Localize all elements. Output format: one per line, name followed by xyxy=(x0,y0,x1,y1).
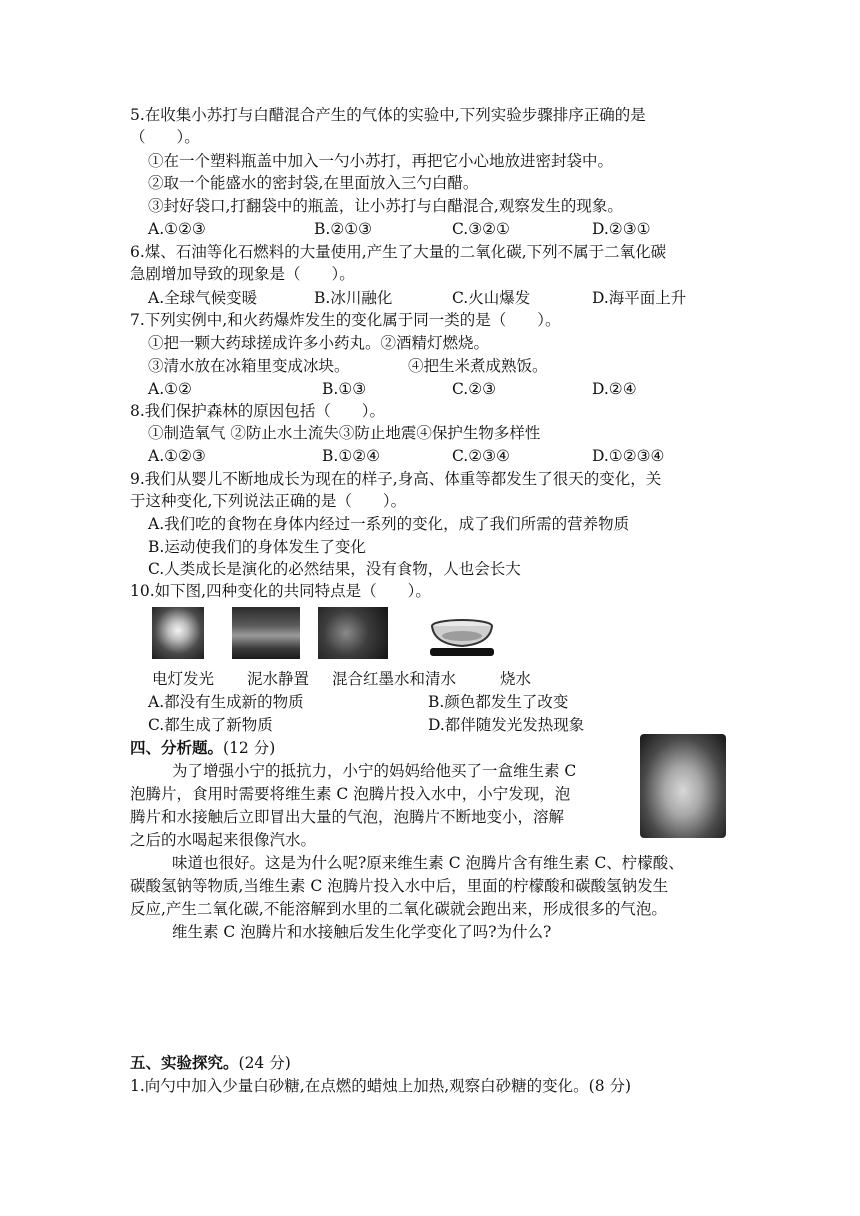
section-4-para1-line-3: 腾片和水接触后立即冒出大量的气泡，泡腾片不断地变小，溶解 xyxy=(130,808,565,826)
q7-items-line-1: ①把一颗大药球搓成许多小药丸。②酒精灯燃烧。 xyxy=(148,334,490,352)
q7-item-4: ④把生米煮成熟饭。 xyxy=(408,357,548,375)
q5-stem-line-2: （ ）。 xyxy=(130,128,200,146)
lamp-glowing-photo xyxy=(152,607,204,659)
q9-option-b: B.运动使我们的身体发生了变化 xyxy=(148,538,366,556)
section-5-heading-line xyxy=(130,1052,291,1074)
q10-stem: 10.如下图,四种变化的共同特点是（ ）。 xyxy=(130,582,431,600)
kettle-drawing xyxy=(420,610,504,660)
q9-option-a: A.我们吃的食物在身体内经过一系列的变化，成了我们所需的营养物质 xyxy=(148,515,630,533)
q5-stem-line-1: 5.在收集小苏打与白醋混合产生的气体的实验中,下列实验步骤排序正确的是 xyxy=(130,106,646,124)
q5-option-b: B.②①③ xyxy=(314,220,373,238)
section-4-para1-line-2: 泡腾片，食用时需要将维生素 C 泡腾片投入水中，小宁发现，泡 xyxy=(130,785,571,803)
q9-option-c: C.人类成长是演化的必然结果，没有食物，人也会长大 xyxy=(148,560,521,578)
q5-step-1: ①在一个塑料瓶盖中加入一勺小苏打，再把它小心地放进密封袋中。 xyxy=(148,152,614,170)
red-ink-mixing-photo xyxy=(318,607,388,659)
section-4-heading: 四、分析题。 xyxy=(130,738,224,757)
q7-option-c: C.②③ xyxy=(452,380,497,398)
q8-option-a: A.①②③ xyxy=(148,447,206,465)
section-4-question: 维生素 C 泡腾片和水接触后发生化学变化了吗?为什么? xyxy=(172,923,552,941)
q10-option-b: B.颜色都发生了改变 xyxy=(428,693,569,711)
q5-option-c: C.③②① xyxy=(452,220,510,238)
q7-stem: 7.下列实例中,和火药爆炸发生的变化属于同一类的是（ ）。 xyxy=(130,311,561,329)
section-5-question-1: 1.向勺中加入少量白砂糖,在点燃的蜡烛上加热,观察白砂糖的变化。(8 分) xyxy=(130,1077,632,1095)
boiling-water-photo xyxy=(420,610,504,660)
caption-red-ink: 混合红墨水和清水 xyxy=(332,670,457,688)
q8-option-b: B.①②④ xyxy=(322,447,381,465)
q8-items: ①制造氧气 ②防止水土流失③防止地震④保护生物多样性 xyxy=(148,424,541,442)
q7-option-b: B.①③ xyxy=(322,380,367,398)
q7-option-a: A.①② xyxy=(148,380,192,398)
caption-lamp: 电灯发光 xyxy=(152,670,215,688)
section-4-para2-line-1: 味道也很好。这是为什么呢?原来维生素 C 泡腾片含有维生素 C、柠檬酸、 xyxy=(172,854,684,872)
q6-option-c: C.火山爆发 xyxy=(452,289,531,307)
effervescent-tablet-glass-photo xyxy=(640,734,726,838)
section-4-para1-line-1: 为了增强小宁的抵抗力，小宁的妈妈给他买了一盒维生素 C xyxy=(172,762,577,780)
caption-muddy-water: 泥水静置 xyxy=(247,670,310,688)
q7-item-3: ③清水放在冰箱里变成冰块。 xyxy=(148,357,350,375)
q5-step-2: ②取一个能盛水的密封袋,在里面放入三勺白醋。 xyxy=(148,174,479,192)
section-4-heading-line xyxy=(130,737,275,759)
q10-option-d: D.都伴随发光发热现象 xyxy=(428,716,585,734)
section-4-para2-line-3: 反应,产生二氧化碳,不能溶解到水里的二氧化碳就会跑出来，形成很多的气泡。 xyxy=(130,900,667,918)
q10-option-a: A.都没有生成新的物质 xyxy=(148,693,304,711)
section-5-score: (24 分) xyxy=(238,1054,291,1072)
q9-stem-line-2: 于这种变化,下列说法正确的是（ ）。 xyxy=(130,492,407,510)
section-4-para1-line-4: 之后的水喝起来很像汽水。 xyxy=(130,831,317,849)
muddy-water-settling-photo xyxy=(232,607,300,659)
q6-stem-line-2: 急剧增加导致的现象是（ ）。 xyxy=(130,265,355,283)
q7-option-d: D.②④ xyxy=(592,380,637,398)
q8-option-c: C.②③④ xyxy=(452,447,510,465)
q8-option-d: D.①②③④ xyxy=(592,447,665,465)
q6-option-a: A.全球气候变暖 xyxy=(148,289,258,307)
q5-step-3: ③封好袋口,打翻袋中的瓶盖，让小苏打与白醋混合,观察发生的现象。 xyxy=(148,197,623,215)
caption-boiling: 烧水 xyxy=(500,670,532,688)
q5-option-d: D.②③① xyxy=(592,220,651,238)
q10-option-c: C.都生成了新物质 xyxy=(148,716,273,734)
q6-stem-line-1: 6.煤、石油等化石燃料的大量使用,产生了大量的二氧化碳,下列不属于二氧化碳 xyxy=(130,243,667,261)
section-5-heading: 五、实验探究。 xyxy=(130,1053,239,1072)
q6-option-d: D.海平面上升 xyxy=(592,289,687,307)
q6-option-b: B.冰川融化 xyxy=(314,289,393,307)
q5-option-a: A.①②③ xyxy=(148,220,206,238)
section-4-para2-line-2: 碳酸氢钠等物质,当维生素 C 泡腾片投入水中后，里面的柠檬酸和碳酸氢钠发生 xyxy=(130,877,669,895)
q9-stem-line-1: 9.我们从婴儿不断地成长为现在的样子,身高、体重等都发生了很天的变化，关 xyxy=(130,470,662,488)
q8-stem: 8.我们保护森林的原因包括（ ）。 xyxy=(130,402,386,420)
section-4-score: (12 分) xyxy=(223,739,276,757)
